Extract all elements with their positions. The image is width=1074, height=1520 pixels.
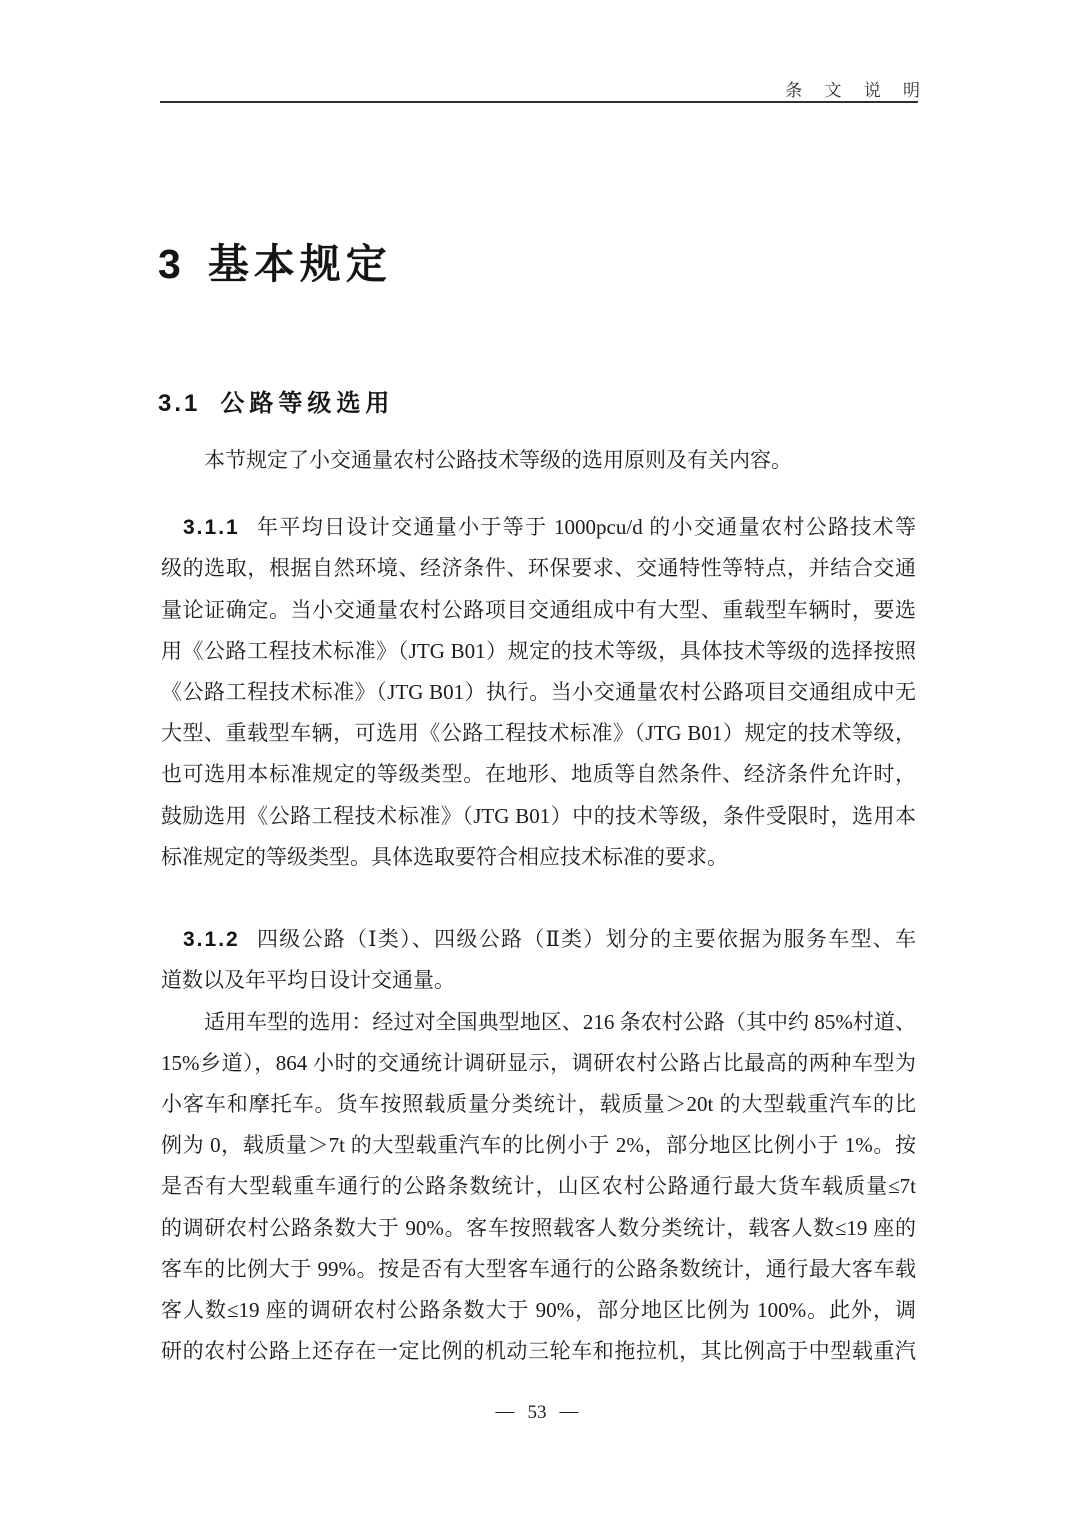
clause-3-1-1-line: 鼓励选用《公路工程技术标准》（JTG B01）中的技术等级，条件受限时，选用本	[161, 803, 916, 828]
chapter-heading	[158, 240, 392, 288]
chapter-number: 3	[158, 241, 181, 287]
page-footer	[0, 1402, 1074, 1424]
clause-3-1-1-line: 用《公路工程技术标准》（JTG B01）规定的技术等级，具体技术等级的选择按照	[161, 638, 916, 663]
clause-3-1-1-line: 级的选取，根据自然环境、经济条件、环保要求、交通特性等特点，并结合交通	[161, 556, 916, 581]
vehicle-paragraph-line: 适用车型的选用：经过对全国典型地区、216 条农村公路（其中约 85%村道、	[204, 1009, 916, 1034]
vehicle-paragraph-line: 小客车和摩托车。货车按照载质量分类统计，载质量＞20t 的大型载重汽车的比	[161, 1092, 916, 1117]
clause-3-1-2-line	[161, 919, 916, 960]
footer-right-dash: —	[559, 1401, 579, 1422]
clause-3-1-1-line: 也可选用本标准规定的等级类型。在地形、地质等自然条件、经济条件允许时，	[161, 762, 916, 787]
page-number: 53	[527, 1402, 547, 1423]
clause-3-1-1-text: 年平均日设计交通量小于等于 1000pcu/d 的小交通量农村公路技术等	[255, 515, 916, 540]
chapter-title-text: 基本规定	[207, 241, 392, 287]
vehicle-paragraph-line: 研的农村公路上还存在一定比例的机动三轮车和拖拉机，其比例高于中型载重汽	[161, 1339, 916, 1364]
running-header-label: 条 文 说 明	[785, 81, 929, 100]
clause-3-1-1-line: 量论证确定。当小交通量农村公路项目交通组成中有大型、重载型车辆时，要选	[161, 597, 916, 622]
vehicle-paragraph-line: 的调研农村公路条数大于 90%。客车按照载客人数分类统计，载客人数≤19 座的	[161, 1215, 916, 1240]
header-rule	[160, 101, 918, 103]
body-text-block	[161, 440, 916, 1372]
vehicle-paragraph-line: 例为 0，载质量＞7t 的大型载重汽车的比例小于 2%，部分地区比例小于 1%。按	[161, 1133, 916, 1158]
section-title-text: 公路等级选用	[220, 390, 395, 417]
vehicle-paragraph-line: 是否有大型载重车通行的公路条数统计，山区农村公路通行最大货车载质量≤7t	[161, 1174, 916, 1199]
clause-3-1-1-number: 3.1.1	[183, 516, 240, 540]
section-number: 3.1	[158, 390, 201, 417]
clause-3-1-2-number: 3.1.2	[183, 928, 240, 952]
clause-3-1-1-line	[161, 507, 916, 548]
clause-3-1-2-text: 四级公路（Ⅰ类）、四级公路（Ⅱ类）划分的主要依据为服务车型、车	[255, 927, 916, 952]
clause-3-1-1-line: 大型、重载型车辆，可选用《公路工程技术标准》（JTG B01）规定的技术等级，	[161, 721, 916, 746]
clause-3-1-2-line: 道数以及年平均日设计交通量。	[161, 968, 455, 993]
vehicle-paragraph-line: 15%乡道），864 小时的交通统计调研显示，调研农村公路占比最高的两种车型为	[161, 1050, 916, 1075]
clause-3-1-1-line: 标准规定的等级类型。具体选取要符合相应技术标准的要求。	[161, 844, 728, 869]
intro-paragraph-line: 本节规定了小交通量农村公路技术等级的选用原则及有关内容。	[204, 448, 792, 472]
vehicle-paragraph-line: 客人数≤19 座的调研农村公路条数大于 90%，部分地区比例为 100%。此外，调	[161, 1298, 916, 1323]
footer-left-dash: —	[495, 1401, 515, 1422]
section-heading	[158, 390, 394, 417]
clause-3-1-1-line: 《公路工程技术标准》（JTG B01）执行。当小交通量农村公路项目交通组成中无	[161, 680, 916, 705]
vehicle-paragraph-line: 客车的比例大于 99%。按是否有大型客车通行的公路条数统计，通行最大客车载	[161, 1256, 916, 1281]
